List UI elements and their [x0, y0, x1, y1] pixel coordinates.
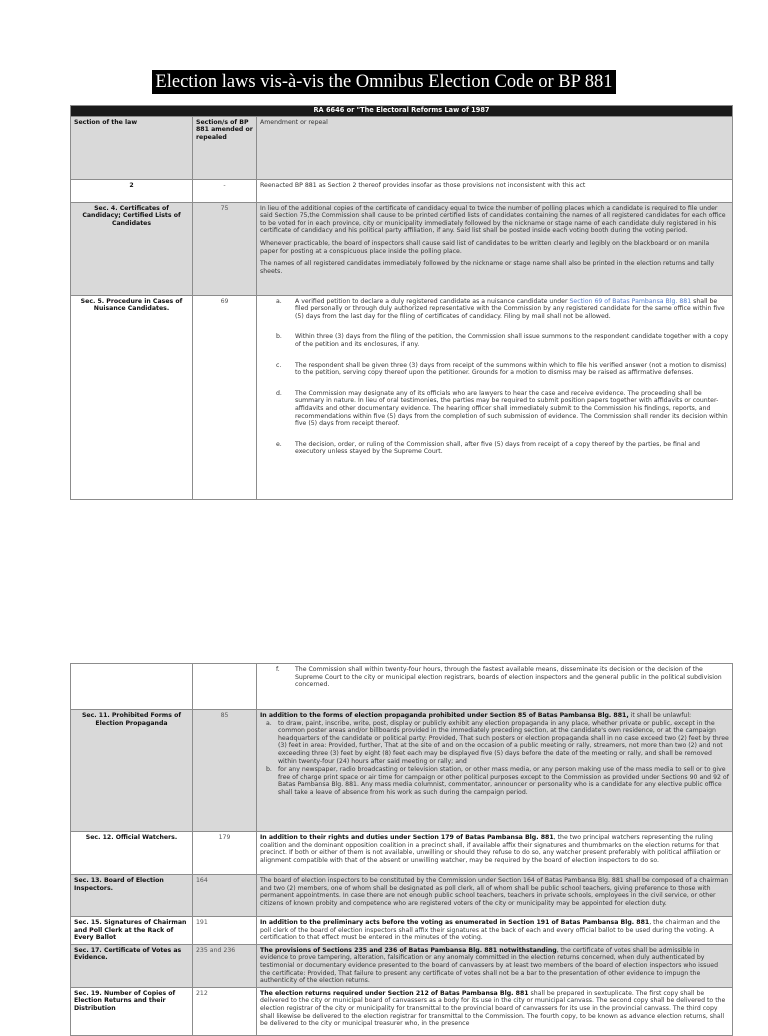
table-row: [71, 664, 733, 710]
paragraph: Whenever practicable, the board of inspectors shall cause said list of candidates to be written clearly and legibly on the blackboard or on manila paper for posting at a conspicuous place inside the polling place.: [260, 239, 710, 255]
lead-bold: The provisions of Sections 235 and 236 of Batas Pambansa Blg. 881 notwithstanding: [260, 946, 557, 954]
lead-rest: shall be prepared in sextuplicate. The first copy shall be delivered to the city or municipal board of canvassers as a body for its use in the city or municipal canvass. The second copy shall be delivered to the election registrar of the city or municipality for transmittal to the provincial board of canvassers for its use in the provincial canvass. The third copy shall likewise be delivered to the election registrar for transmittal to the Commission. The fourth copy, to be known as advance election returns, shall be delivered to the city or municipal treasurer who, in the presence: [260, 989, 726, 1028]
row-bp881: 164: [193, 875, 257, 917]
lead-bold: In addition to their rights and duties under Section 179 of Batas Pambansa Blg. 881: [260, 834, 554, 841]
item-text: to draw, paint, inscribe, write, post, display or publicly exhibit any election propaganda in any place, whether private or public, except in the common poster areas and/or billboards provided in the immediately preceding section, at the candidate's own residence, or at the campaign headquarters of the candidate or political party: Provided, That such posters or election propaganda shall in no case exceed two (2) feet by three (3) feet in area: Provided, further, That at the site of and on the occasion of a public meeting or rally, streamers, not more than two (2) and not exceeding three (3) feet by eight (8) feet each may be displayed five (5) days before the date of the meeting or rally, and shall be removed within twenty-four (24) hours after said meeting or rally; and: [278, 719, 729, 765]
row-text: [257, 987, 733, 1035]
row-section: Sec. 11. Prohibited Forms of Election Propaganda: [71, 710, 193, 832]
row-bp881: -: [193, 179, 257, 202]
ra6646-table-page2: [70, 663, 733, 1036]
sub-list: [260, 720, 729, 797]
lead-bold: In addition to the preliminary acts before the voting as enumerated in Section 191 of Batas Pambansa Blg. 881: [260, 919, 650, 926]
sub-list: [260, 298, 729, 456]
row-text: [257, 202, 733, 295]
item-label: e.: [276, 440, 282, 448]
lead-text: [260, 712, 729, 720]
row-section: [71, 664, 193, 710]
lead-rest: , the two principal watchers representing the ruling coalition and the dominant opposition coalition in a precinct shall, if available affix their signatures and thumbmarks on the election returns for that precinct. If both or either of them is not available, unwilling or should they refuse to do so, any watcher present preferably with political affiliation or alignment compatible with that of the absent or unwilling watcher, may be required by the board of election inspectors to do so.: [260, 834, 721, 864]
table-row: [71, 875, 733, 917]
row-section: Sec. 12. Official Watchers.: [71, 832, 193, 875]
table-row: [71, 917, 733, 945]
item-text: The Commission may designate any of its officials who are lawyers to hear the case and receive evidence. The proceeding shall be summary in nature. In lieu of oral testimonies, the parties may be required to submit position papers together with affidavits or counter-affidavits and other documentary evidence. The hearing officer shall immediately submit to the Commission his findings, reports, and recommendations within five (5) days from the completion of such submission of evidence. The Commission shall render its decision within five (5) days from receipt thereof.: [295, 389, 728, 428]
section-69-link[interactable]: Section 69 of Batas Pambansa Blg. 881: [569, 297, 692, 305]
item-label: f.: [276, 666, 280, 673]
paragraph: The names of all registered candidates immediately followed by the nickname or stage name shall also be printed in the election returns and tally sheets.: [260, 260, 715, 275]
item-label: b.: [276, 333, 282, 341]
row-bp881: 75: [193, 202, 257, 295]
item-text: for any newspaper, radio broadcasting or television station, or other mass media, or any person making use of the mass media to sell or to give free of charge print space or air time for campaign or other political purposes except to the Commission as provided under Sections 90 and 92 of Batas Pambansa Blg. 881. Any mass media columnist, commentator, announcer or personality who is a candidate for any elective public office shall take a leave of absence from his work as such during the campaign period.: [278, 766, 729, 796]
lead-rest: it shall be unlawful:: [628, 712, 692, 719]
paragraph: In lieu of the additional copies of the certificate of candidacy equal to twice the number of polling places which a candidate is required to file under said Section 75,the Commission shall cause to be printed certified lists of candidates containing the names of all registered candidates for each office to be voted for in each province, city or municipality immediately followed by the nickname or stage name of each candidate duly registered in his certificate of candidacy and his political party affiliation, if any. Said list shall be posted inside each voting booth during the voting period.: [260, 204, 726, 235]
header-amendment: Amendment or repeal: [257, 116, 733, 179]
table-header-row: [71, 116, 733, 179]
lead-rest: , the certificate of votes shall be admissible in evidence to prove tampering, alteration, falsification or any anomaly committed in the election returns concerned, when duly authenticated by testimonial or documentary evidence presented to the board of canvassers by at least two members of the board of election inspectors who issued the certificate: Provided, That failure to present any certificate of votes shall not be a bar to the presentation of other evidence to impugn the authenticity of the election returns.: [260, 946, 718, 985]
row-text: [257, 917, 733, 945]
row-text: The board of election inspectors to be constituted by the Commission under Section 164 of Batas Pambansa Blg. 881 shall be composed of a chairman and two (2) members, one of whom shall be designated as poll clerk, all of whom shall be public school teachers, giving preference to those with permanent appointments. In case there are not enough public school teachers, teachers in private schools, employees in the civil service, or other citizens of known probity and competence who are registered voters of the city or municipality may be appointed for election duty.: [257, 875, 733, 917]
row-bp881: [193, 664, 257, 710]
table-row: [71, 179, 733, 202]
ra6646-table-page1: [70, 105, 733, 500]
row-text: [257, 295, 733, 499]
list-item: [260, 298, 729, 321]
lead-rest: , the chairman and the poll clerk of the board of election inspectors shall affix their signatures at the back of each and every official ballot to be used during the voting. A certification to that effect must be entered in the minutes of the voting.: [260, 919, 721, 942]
row-section: 2: [71, 179, 193, 202]
table-row: [71, 202, 733, 295]
row-bp881: 179: [193, 832, 257, 875]
sub-list: [260, 666, 729, 689]
row-text: [257, 710, 733, 832]
row-section: Sec. 17. Certificate of Votes as Evidence.: [71, 944, 193, 987]
row-bp881: 85: [193, 710, 257, 832]
item-text: shall be filed personally or through duly authorized representative with the Commission by any registered candidate for the same office within five (5) days from the last day for the filing of certificates of candidacy. Filing by mail shall not be allowed.: [295, 297, 725, 320]
row-section: Sec. 15. Signatures of Chairman and Poll Clerk at the Rack of Every Ballot: [71, 917, 193, 945]
item-text: Within three (3) days from the filing of the petition, the Commission shall issue summons to the respondent candidate together with a copy of the petition and its enclosures, if any.: [295, 333, 729, 348]
row-bp881: 191: [193, 917, 257, 945]
page-title: Election laws vis-à-vis the Omnibus Election Code or BP 881: [152, 70, 615, 94]
row-section: Sec. 13. Board of Election Inspectors.: [71, 875, 193, 917]
row-text: [257, 944, 733, 987]
row-section: Sec. 4. Certificates of Candidacy; Certified Lists of Candidates: [71, 202, 193, 295]
item-label: a.: [266, 719, 272, 727]
item-label: a.: [276, 297, 282, 305]
table-row: [71, 944, 733, 987]
table-row: [71, 295, 733, 499]
row-text: [257, 664, 733, 710]
list-item: [260, 766, 729, 796]
item-label: d.: [276, 389, 282, 397]
list-item: [260, 441, 729, 456]
table-row: [71, 987, 733, 1035]
row-text: [257, 832, 733, 875]
header-section: Section of the law: [71, 116, 193, 179]
item-label: b.: [266, 766, 272, 774]
table-banner: RA 6646 or "The Electoral Reforms Law of 1987: [71, 106, 733, 117]
list-item: [260, 362, 729, 377]
row-bp881: 212: [193, 987, 257, 1035]
row-section: Sec. 5. Procedure in Cases of Nuisance Candidates.: [71, 295, 193, 499]
lead-bold: In addition to the forms of election propaganda prohibited under Section 85 of Batas Pambansa Blg. 881,: [260, 712, 629, 719]
header-bp881: Section/s of BP 881 amended or repealed: [193, 116, 257, 179]
item-text: The decision, order, or ruling of the Commission shall, after five (5) days from receipt of a copy thereof by the parties, be final and executory unless stayed by the Supreme Court.: [295, 440, 700, 456]
list-item: [260, 720, 729, 766]
list-item: [260, 666, 729, 689]
table-row: [71, 832, 733, 875]
lead-bold: The election returns required under Section 212 of Batas Pambansa Blg. 881: [260, 989, 529, 997]
row-bp881: 69: [193, 295, 257, 499]
title-wrap: [0, 70, 768, 94]
row-bp881: 235 and 236: [193, 944, 257, 987]
table-banner-row: [71, 106, 733, 117]
item-text: The respondent shall be given three (3) days from receipt of the summons within which to file his verified answer (not a motion to dismiss) to the petition, serving copy thereof upon the petitioner. Grounds for a motion to dismiss may be raised as affirmative defenses.: [295, 361, 727, 377]
item-text: The Commission shall within twenty-four hours, through the fastest available means, disseminate its decision or the decision of the Supreme Court to the city or municipal election registrars, boards of election inspectors and the general public in the political subdivision concerned.: [295, 666, 722, 689]
list-item: [260, 333, 729, 348]
item-label: c.: [276, 361, 282, 369]
list-item: [260, 390, 729, 428]
table-row: [71, 710, 733, 832]
row-text: Reenacted BP 881 as Section 2 thereof provides insofar as those provisions not inconsistent with this act: [257, 179, 733, 202]
item-text: A verified petition to declare a duly registered candidate as a nuisance candidate under: [295, 297, 570, 305]
row-section: Sec. 19. Number of Copies of Election Returns and their Distribution: [71, 987, 193, 1035]
